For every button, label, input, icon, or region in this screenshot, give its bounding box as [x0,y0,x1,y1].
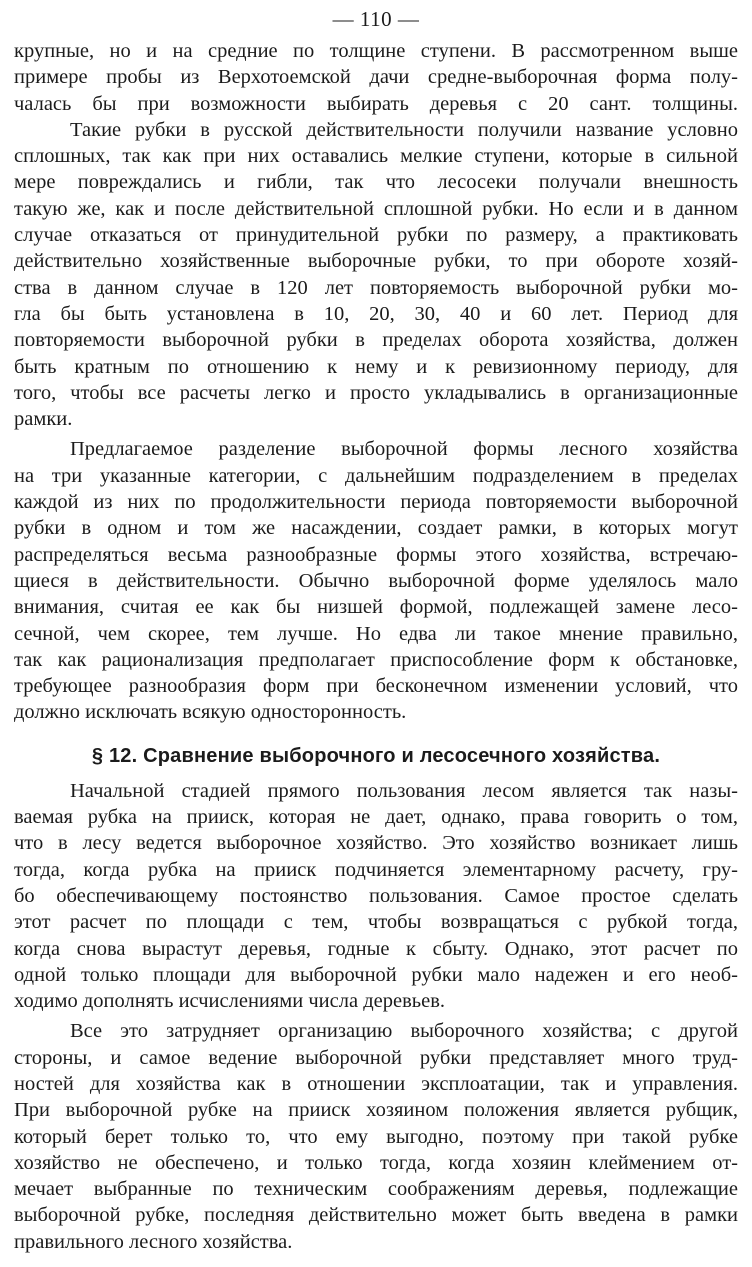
text-line: того, чтобы все расчеты легко и просто укладывались в организационные [14,381,738,404]
paragraph [14,117,738,433]
text-line: когда снова вырастут деревья, годные к сбыту. Однако, этот расчет по [14,937,738,960]
text-line: так как рационализация предполагает приспособление форм к обстановке, [14,648,738,671]
paragraph [14,1018,738,1255]
text-line: стороны, и самое ведение выборочной рубки представляет много труд- [14,1046,738,1069]
text-line: требующее разнообразия форм при бесконечном изменении условий, что [14,675,738,698]
text-line: внимания, считая ее как бы низшей формой, подлежащей замене лесо- [14,596,738,619]
text-line: должно исключать всякую односторонность. [14,701,407,724]
page-number: — 110 — [332,7,420,31]
text-line: одной только площади для выборочной рубки мало надежен и его необ- [14,963,738,986]
text-block-top [14,38,738,726]
text-line: ностей для хозяйства как в отношении эксплоатации, так и управления. [14,1072,738,1095]
text-line: такую же, как и после действительной сплошной рубки. Но если и в данном [14,197,738,220]
text-line: быть кратным по отношению к нему и к ревизионному периоду, для [14,355,738,378]
text-line: мере повреждались и гибли, так что лесосеки получали внешность [14,171,738,194]
book-page [14,4,738,1262]
text-line: каждой из них по продолжительности периода повторяемости выборочной [14,491,738,514]
text-line: Все это затрудняет организацию выборочного хозяйства; с другой [70,1020,738,1043]
text-line: чалась бы при возможности выбирать деревья с 20 сант. толщины. [14,92,738,115]
text-line: примере пробы из Верхотоемской дачи средне-выборочная форма полу- [14,66,738,89]
text-line: распределяться весьма разнообразные формы этого хозяйства, встречаю- [14,543,738,566]
text-line: ства в данном случае в 120 лет повторяемость выборочной рубки мо- [14,276,738,299]
section-heading: § 12. Сравнение выборочного и лесосечного хозяйства. [91,744,661,767]
text-line: тогда, когда рубка на прииск подчиняется элементарному расчету, гру- [14,858,738,881]
text-line: гла бы быть установлена в 10, 20, 30, 40 и 60 лет. Период для [14,302,738,325]
text-line: который берет только то, что ему выгодно, поэтому при такой рубке [14,1125,738,1148]
text-line: случае отказаться от принудительной рубки по размеру, а практиковать [14,224,738,247]
paragraph [14,38,738,117]
text-line: Начальной стадией прямого пользования лесом является так назы- [70,779,738,802]
text-line: хозяйство не обеспечено, и только тогда, когда хозяин клеймением от- [14,1151,738,1174]
text-line: сплошных, так как при них оставались мелкие ступени, которые в сильной [14,145,738,168]
text-line: рамки. [14,408,73,431]
text-line: правильного лесного хозяйства. [14,1230,293,1253]
text-line: При выборочной рубке на прииск хозяином положения является рубщик, [14,1099,738,1122]
text-line: рубки в одном и том же насаждении, создает рамки, в которых могут [14,517,738,540]
text-line: Предлагаемое разделение выборочной формы лесного хозяйства [70,438,738,461]
text-line: Такие рубки в русской действительности получили название условно [70,118,738,141]
text-line: действительно хозяйственные выборочные рубки, то при обороте хозяй- [14,250,738,273]
text-line: щиеся в действительности. Обычно выборочной форме уделялось мало [14,569,738,592]
text-line: выборочной рубке, последняя действительно может быть введена в рамки [14,1204,738,1227]
text-line: крупные, но и на средние по толщине ступени. В рассмотренном выше [14,40,738,62]
text-line: ходимо дополнять исчислениями числа деревьев. [14,990,446,1013]
text-line: мечает выбранные по техническим соображениям деревья, подлежащие [14,1178,738,1201]
text-line: этот расчет по площади с тем, чтобы возвращаться с рубкой тогда, [14,911,738,934]
paragraph [14,778,738,1015]
text-line: на три указанные категории, с дальнейшим подразделением в пределах [14,464,738,487]
text-line: сечной, чем скорее, тем лучше. Но едва ли такое мнение правильно, [14,622,738,645]
text-line: бо обеспечивающему постоянство пользования. Самое простое сделать [14,884,738,907]
text-line: повторяемости выборочной рубки в пределах оборота хозяйства, должен [14,329,738,352]
text-line: что в лесу ведется выборочное хозяйство. Это хозяйство возникает лишь [14,832,738,855]
text-line: ваемая рубка на прииск, которая не дает, однако, права говорить о том, [14,806,738,829]
text-block-bottom [14,778,738,1255]
paragraph [14,436,738,725]
